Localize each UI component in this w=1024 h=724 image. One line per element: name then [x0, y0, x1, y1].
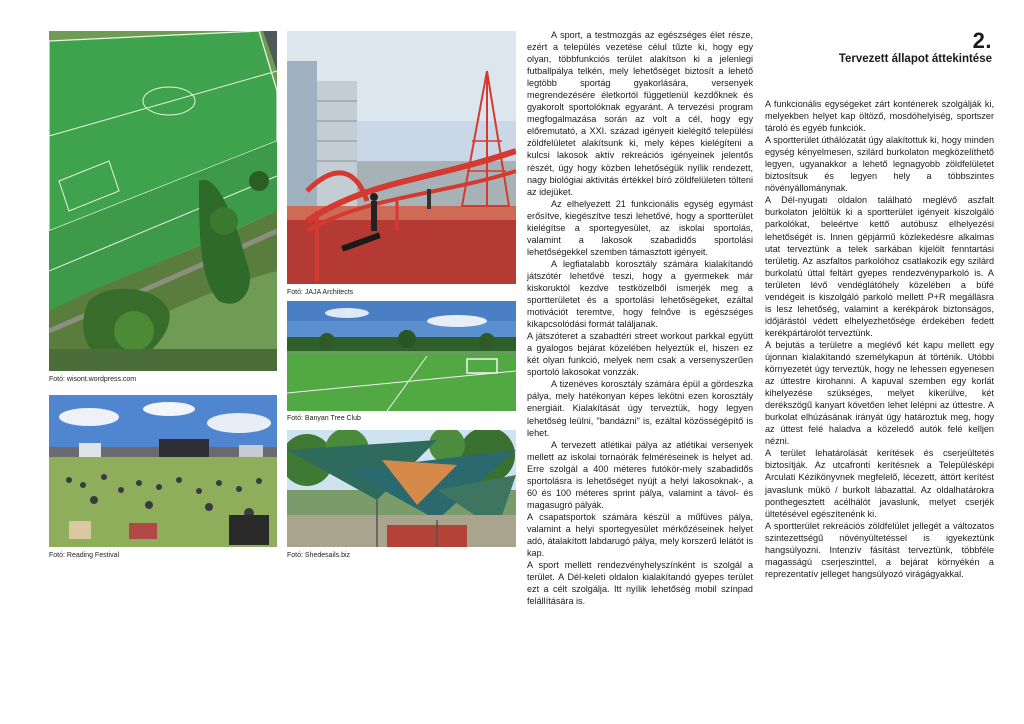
- photo-festival-crowd: [49, 395, 277, 547]
- body-paragraph: A legfiatalabb korosztály számára kialakítandó játszótér lehetővé teszi, hogy a gyermekek már kiskoruktól kezdve testközelből ismerjék meg a sportterületet és a sportolási lehetőségeket, ezáltal motivációt teremtve, hogy felnőve is egészséges kikapcsolódási formát találjanak.: [527, 258, 753, 330]
- photo-shade-sails: [287, 430, 516, 547]
- body-paragraph: A tervezett atlétikai pálya az atlétikai versenyek mellett az iskolai tornaórák felméréseinek is helyet ad. Erre szolgál a 400 méteres futókör-mely szabadidős sportolásra is lehetőséget nyújt a helyi lakosoknak-, a 60 és 100 méteres sprint pálya, valamint a távol- és magasugró pályák.: [527, 439, 753, 510]
- photo-turf-football-field: [287, 301, 516, 411]
- body-paragraph: A sport, a testmozgás az egészséges élet része, ezért a település vezetése célul tűzte ki, hogy egy olyan, többfunkciós terület alakítson ki a jelenlegi futballpálya telkén, mely lehetőséget biztosít a lehető legtöbb sportág gyakorlására, versenyek megrendezésére életkortól függetlenül kezdőknek és gyakorolt sportolóknak egyaránt. A tervezési program megfogalmazása során az volt a cél, hogy egy előremutató, a XXI. század igényeit kielégítő települési zöldfelületet alakítsunk ki, mely képes kielégíteni a kulcsi lakosok aktív rekreációs igényeinek jelentős részét, úgy hogy közben lehetőségük nyílik rendezett, nagy biológiai aktivitás értékkel bíró zöldfelületen tölteni az idejüket.: [527, 30, 753, 197]
- photo-caption: Fotó: wisont.wordpress.com: [49, 376, 137, 383]
- photo-caption: Fotó: JAJA Architects: [287, 289, 354, 296]
- body-paragraph: A funkcionális egységeket zárt konténerek szolgálják ki, melyekben helyet kap öltöző, mosdóhelyiség, sportszer tároló és egyéb funkciók.: [765, 99, 994, 134]
- body-text-column-middle: [527, 29, 753, 607]
- page-number: 2.: [972, 28, 992, 53]
- photo-caption: Fotó: Shedesails.biz: [287, 552, 351, 559]
- body-paragraph: A sportterület úthálózatát úgy alakítottuk ki, hogy minden egység kényelmesen, szilárd burkolaton megközelíthető legyen, ugyanakkor a lehető legnagyobb zöldfelületet biztosítsuk és legyen hely a többszintes növényállománynak.: [765, 135, 994, 194]
- body-paragraph: A terület lehatárolását kerítések és cserjeültetés biztosítják. Az utcafronti kerítésnek a Településképi Arculati Kézikönyvnek megfelelő, lécezett, áttört kerítést javaslunk mükö / burkolt lábazattal. Az oldalhatárokra ponthegesztett acélhálót javaslunk, melyet cserjék ültetésével egészítenénk ki.: [765, 448, 994, 519]
- body-paragraph: A tizenéves korosztály számára épül a gördeszka pálya, mely hatékonyan képes lekötni ezen korosztály energiáit. Kialakítását úgy terveztük, hogy legyen lehetőség leülni, "bandázni" is, ezáltal közösségépítő is lehet.: [527, 379, 753, 438]
- body-paragraph: A sport mellett rendezvényhelyszínként is szolgál a terület. A Dél-keleti oldalon kialakítandó gyepes terület ezt a célt szolgálja. Itt nyílik lehetőség mobil színpad felállítására is.: [527, 560, 753, 607]
- body-paragraph: A játszóteret a szabadtéri street workout parkkal együtt a gyalogos bejárat közelében helyeztük el, hiszen ez két olyan funkció, melyek nem csak a versenyszerűen sportoló lakosokat vonzzák.: [527, 331, 753, 378]
- photo-caption: Fotó: Reading Festival: [49, 552, 120, 559]
- body-paragraph: A csapatsportok számára készül a műfüves pálya, valamint a helyi sportegyesület mérkőzéseinek helyet adó, átalakított labdarugó pálya, mely korszerű lelátót is kap.: [527, 511, 753, 559]
- body-paragraph: A sportterület rekreációs zöldfelület jellegét a változatos szintezettségű növényültetéssel is igyekeztünk hangsúlyozni. Intenzív fásítást terveztünk, többféle magasságú cserjeszinttel, a bejárat környékén a reprezentatív jelleget hangsúlyozó virágágyakkal.: [765, 520, 994, 579]
- photo-aerial-football-pitch: [49, 31, 277, 371]
- body-text-column-right: [765, 98, 994, 580]
- body-paragraph: A Dél-nyugati oldalon található meglévő aszfalt burkolaton jelöltük ki a sportterület igényeit kiszolgáló parkolókat, beleértve kettő autóbusz elhelyezési lehetőségét is. Innen gépjármű közlekedésre alkalmas utat terveztünk a telek sarkában kijelölt fenntartási területig. Az aszfaltos parkolóhoz csatlakozik egy szilárd burkolatú úttal feltárt gyepes rendezvényparkoló is. A területen lévő vendéglátóhely közelében a büfé vendégeit is kiszolgáló parkoló mellett P+R megállásra is lesz lehetőség, valamint a kerékpárok biztonságos, időjárástól védett elhelyezhetősége érdekében fedett kerékpártárolót terveztünk.: [765, 195, 994, 338]
- body-paragraph: A bejutás a területre a meglévő két kapu mellett egy újonnan kialakítandó személykapun át történik. Utóbbi környezetét úgy terveztük, hogy ne lehessen egyenesen az úttestre kirohanni. A kapuval szemben egy korlát kihelyezése szükséges, melyet kikerülve, két derékszögű kanyart követően lehet lelépni az úttestre. A burkolat elhúzásának irányát úgy határoztuk meg, hogy az úttest felé haladva a közeledő autók felé kelljen nézni.: [765, 339, 994, 447]
- section-title: Tervezett állapot áttekintése: [838, 53, 992, 65]
- body-paragraph: Az elhelyezett 21 funkcionális egység egymást erősítve, kiegészítve teszi lehetővé, hogy a sportterület kielégítse a sportegyesület, az iskolai sportolás, valamint a lakosok szabadidős sportolási lehetőségekkel szemben támasztott igényeit.: [527, 198, 753, 257]
- photo-caption: Fotó: Banyan Tree Club: [287, 415, 361, 422]
- photo-red-playground: [287, 31, 516, 284]
